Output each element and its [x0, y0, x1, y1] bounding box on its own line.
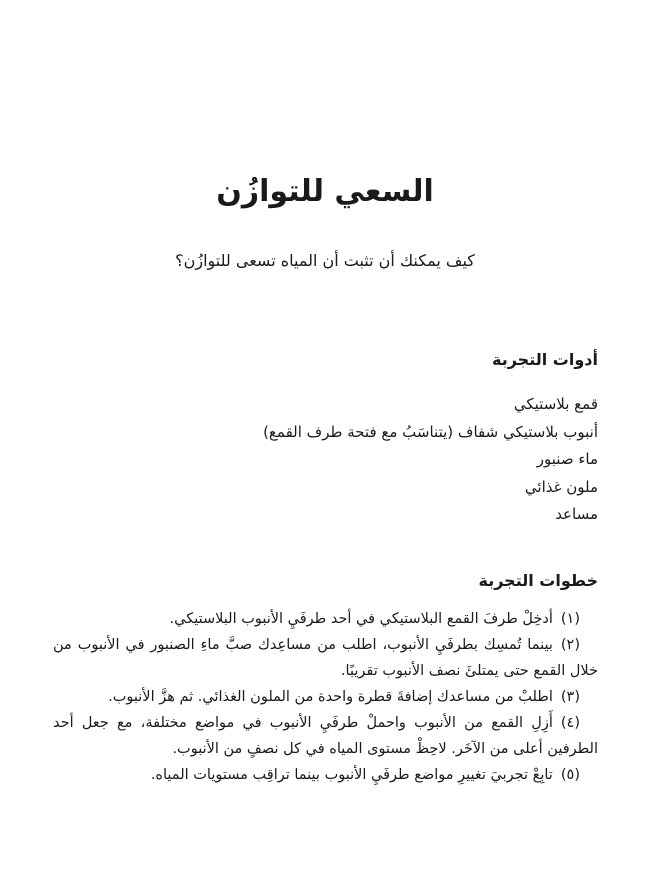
tool-item: أنبوب بلاستيكي شفاف (يتناسَبُ مع فتحة طرف القمع) — [263, 422, 598, 441]
tool-item: قمع بلاستيكي — [513, 395, 598, 413]
question-text: كيف يمكنك أن تثبت أن المياه تسعى للتوازُن؟ — [175, 251, 475, 270]
step-number: (٥) — [560, 767, 580, 783]
step-item — [53, 762, 598, 788]
step-text: بينما تُمسِك بطرفَيِ الأنبوب، اطلب من مساعِدك صبَّ ماءِ الصنبور في الأنبوب من خلال القمع حتى يمتلئَ نصف الأنبوب تقريبًا. — [53, 637, 598, 679]
step-item — [53, 632, 598, 684]
step-text: أَزِلِ القمع من الأنبوب واحملْ طرفَيِ الأنبوب في مواضع مختلفة، مع جعل أحد الطرفين أعلى من الآخَر. لاحِظْ مستوى المياه في كل نصفٍ من الأنبوب. — [53, 715, 598, 757]
step-text: اطلبْ من مساعدك إضافةَ قطرة واحدة من الملون الغذائي. ثم هزَّ الأنبوب. — [108, 689, 553, 705]
tool-item: ملون غذائي — [524, 477, 598, 496]
step-item — [53, 710, 598, 762]
step-item — [53, 684, 598, 710]
tool-item: مساعد — [555, 505, 598, 523]
tools-heading: أدوات التجربة — [492, 350, 598, 369]
step-number: (١) — [560, 611, 580, 627]
tools-list — [58, 391, 598, 529]
step-item — [53, 606, 598, 632]
step-text: تابِعْ تجربيَ تغييرِ مواضع طرفَيِ الأنبوب بينما تراقِب مستويات المياه. — [150, 767, 553, 783]
step-number: (٤) — [560, 715, 580, 731]
tool-item: ماء صنبور — [536, 450, 598, 468]
step-text: أدخِلْ طرفَ القمع البلاستيكي في أحد طرفَيِ الأنبوب البلاستيكي. — [169, 611, 553, 627]
steps-list — [53, 606, 598, 788]
steps-heading: خطوات التجربة — [478, 571, 598, 590]
step-number: (٢) — [560, 637, 580, 653]
page-title: السعي للتوازُن — [216, 174, 434, 209]
step-number: (٣) — [560, 689, 580, 705]
